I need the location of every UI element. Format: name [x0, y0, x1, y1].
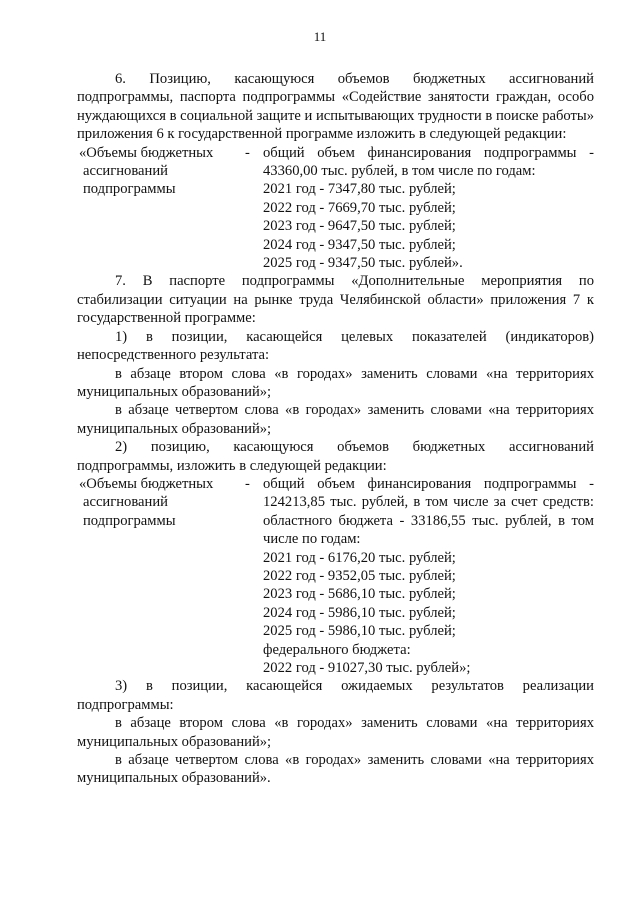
- item7-sub2-line2: подпрограммы, изложить в следующей редакции:: [77, 457, 387, 474]
- value-line: 43360,00 тыс. рублей, в том числе по годам:: [263, 163, 536, 180]
- document-body: [77, 70, 594, 788]
- label-line: ассигнований: [83, 494, 168, 511]
- value-line: федерального бюджета:: [263, 641, 411, 658]
- item6-table-label: [77, 144, 245, 273]
- value-line: областного бюджета - 33186,55 тыс. рублей, в том: [263, 512, 594, 529]
- value-line: 2021 год - 7347,80 тыс. рублей;: [263, 181, 456, 198]
- label-line: подпрограммы: [83, 512, 176, 529]
- item6-line1: 6. Позицию, касающуюся объемов бюджетных ассигнований: [115, 71, 594, 87]
- item7-sub1-a: в абзаце втором слова «в городах» заменить словами «на территориях муниципальных образований»;: [77, 365, 594, 400]
- item7-table-label: [77, 475, 245, 677]
- value-line: 2022 год - 91027,30 тыс. рублей»;: [263, 660, 471, 676]
- value-line: общий объем финансирования подпрограммы -: [263, 144, 594, 161]
- value-line: 2022 год - 7669,70 тыс. рублей;: [263, 199, 456, 216]
- item6-budget-table: [77, 144, 594, 273]
- item7-sub2-line1: 2) позицию, касающуюся объемов бюджетных ассигнований: [115, 439, 594, 456]
- item7-intro: 7. В паспорте подпрограммы «Дополнительные мероприятия по стабилизации ситуации на рынке труда Челябинской области» приложения 7 к государственной программе:: [77, 273, 594, 327]
- value-line: 2022 год - 9352,05 тыс. рублей;: [263, 567, 456, 584]
- value-line: общий объем финансирования подпрограммы -: [263, 475, 594, 492]
- value-line: 2023 год - 5686,10 тыс. рублей;: [263, 586, 456, 603]
- value-line: 2021 год - 6176,20 тыс. рублей;: [263, 549, 456, 566]
- value-line: 2023 год - 9647,50 тыс. рублей;: [263, 218, 456, 235]
- item7-budget-table: [77, 475, 594, 677]
- item7-table-value: [263, 475, 594, 677]
- item7-sub1: 1) в позиции, касающейся целевых показателей (индикаторов) непосредственного результата:: [77, 328, 594, 364]
- label-line: «Объемы бюджетных: [79, 144, 214, 161]
- item7-sub3: 3) в позиции, касающейся ожидаемых результатов реализации подпрограммы:: [77, 678, 594, 713]
- page-number: 11: [313, 29, 327, 44]
- value-line: 2025 год - 9347,50 тыс. рублей».: [263, 255, 463, 272]
- item6-table-value: [263, 144, 594, 273]
- item7-sub1-b: в абзаце четвертом слова «в городах» заменить словами «на территориях муниципальных образований»;: [77, 402, 594, 437]
- item6-paragraph: подпрограммы, паспорта подпрограммы «Содействие занятости граждан, особо нуждающихся в социальной защите и испытывающих трудности в поиске работы» приложения 6 к государственной программе изложить в следующей редакции:: [77, 89, 594, 143]
- table-dash: -: [245, 144, 250, 161]
- label-line: ассигнований: [83, 163, 168, 180]
- item7-sub3-a: в абзаце втором слова «в городах» заменить словами «на территориях муниципальных образований»;: [77, 715, 594, 750]
- label-line: «Объемы бюджетных: [79, 475, 214, 492]
- value-line: 2025 год - 5986,10 тыс. рублей;: [263, 623, 456, 640]
- value-line: 2024 год - 9347,50 тыс. рублей;: [263, 236, 456, 253]
- item7-sub3-b: в абзаце четвертом слова «в городах» заменить словами «на территориях муниципальных образований».: [77, 752, 594, 787]
- value-line: числе по годам:: [263, 531, 361, 548]
- table-dash: -: [245, 475, 250, 492]
- value-line: 124213,85 тыс. рублей, в том числе за счет средств:: [263, 494, 594, 511]
- value-line: 2024 год - 5986,10 тыс. рублей;: [263, 604, 456, 621]
- label-line: подпрограммы: [83, 181, 176, 198]
